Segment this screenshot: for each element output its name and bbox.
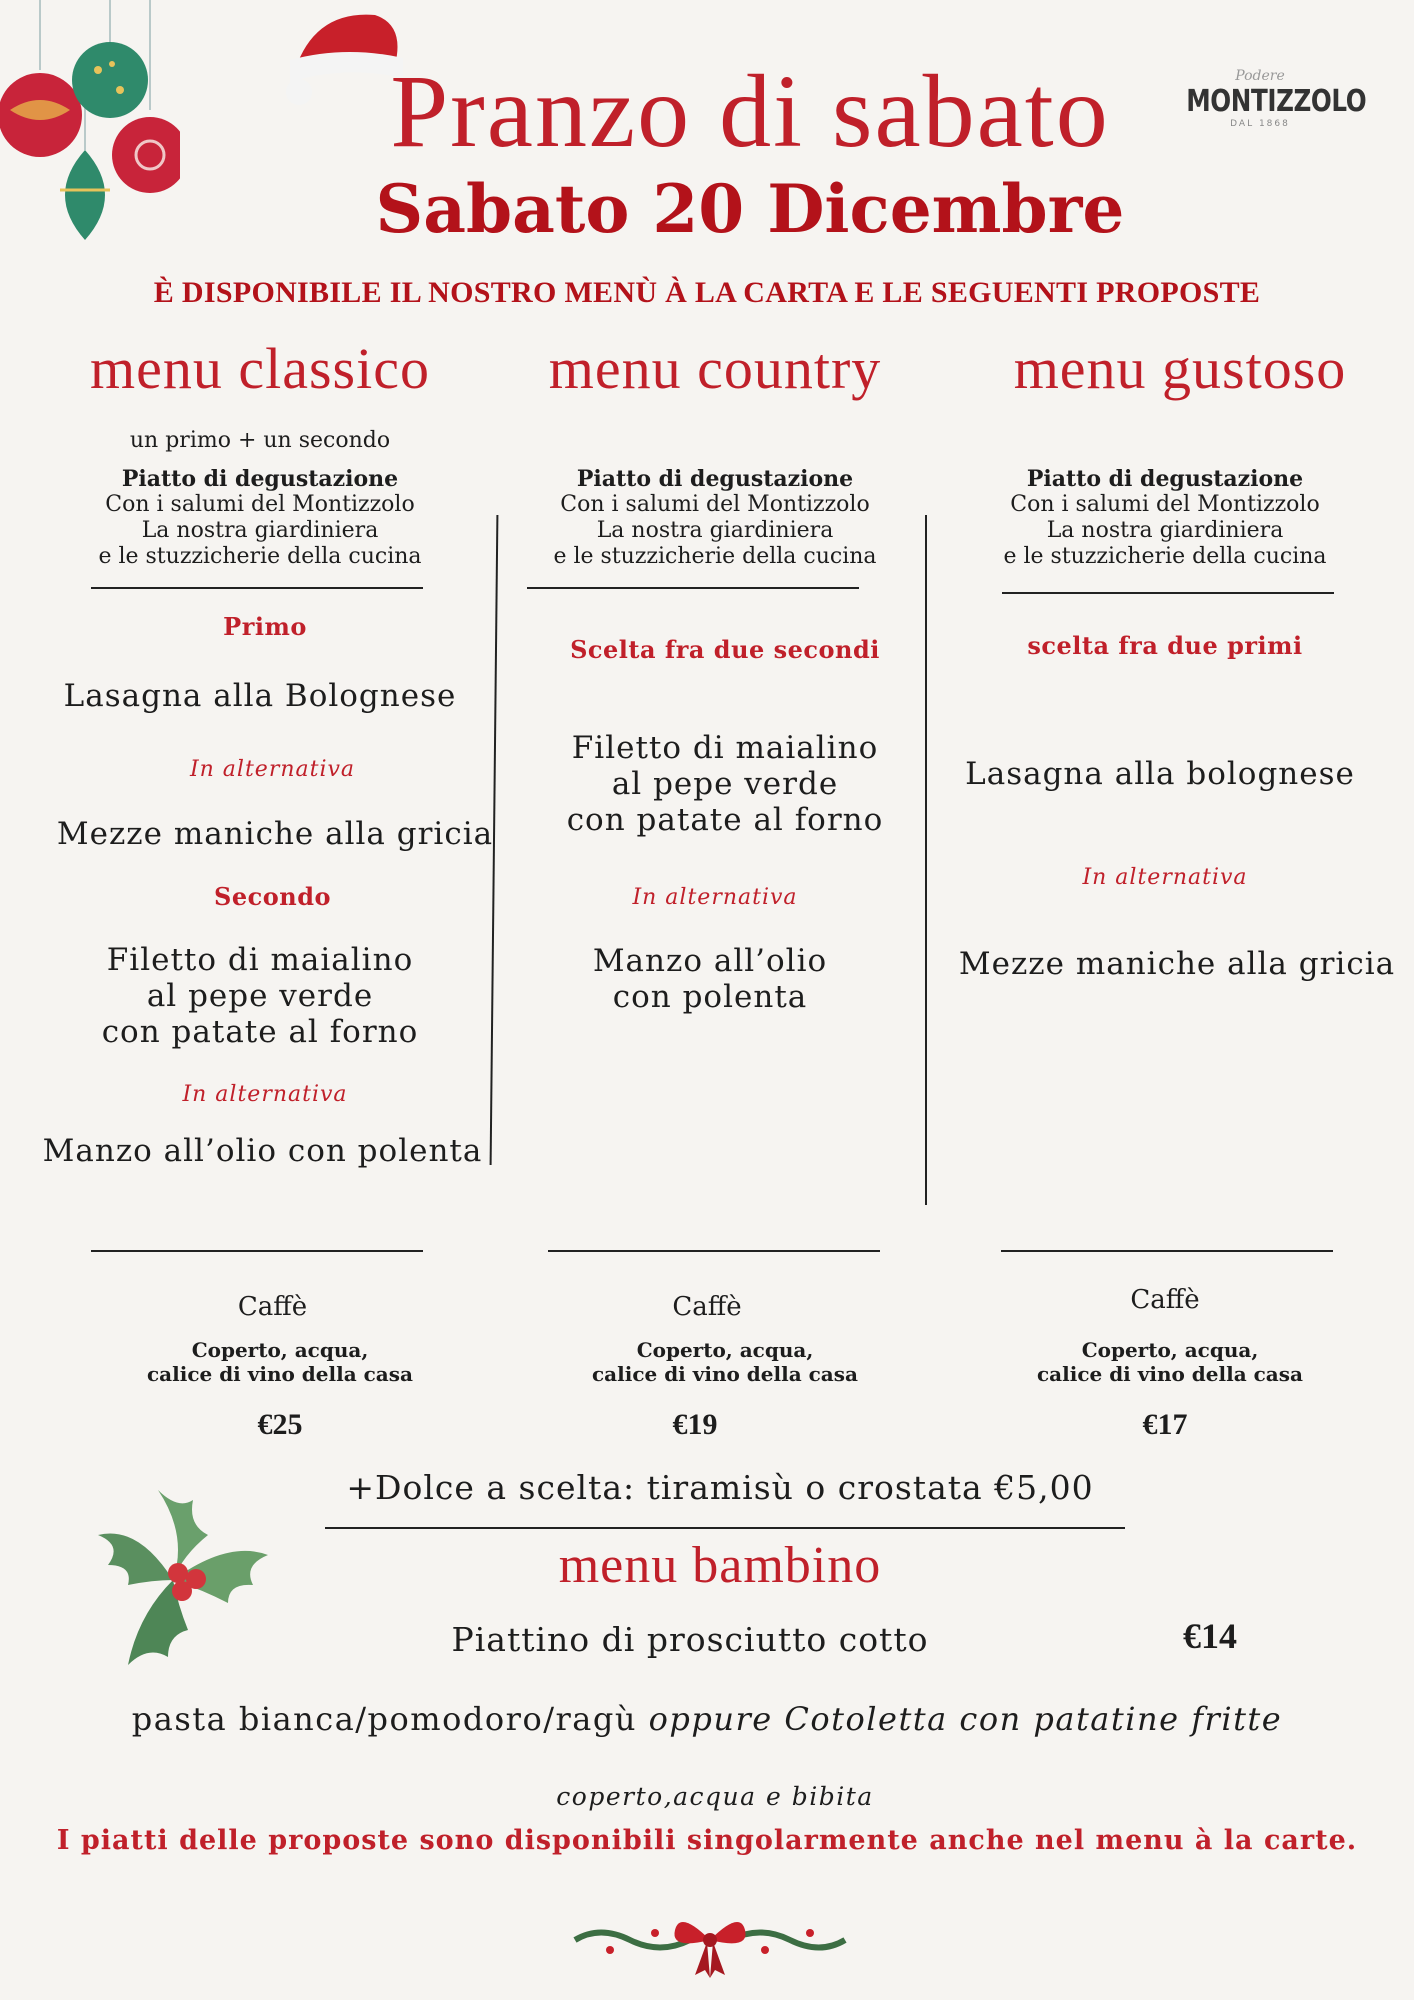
gustoso-caffe: Caffè (1130, 1285, 1200, 1315)
gustoso-section: scelta fra due primi (1027, 631, 1303, 660)
country-caffe: Caffè (672, 1292, 742, 1322)
classico-caffe: Caffè (237, 1292, 308, 1322)
tasting-line: La nostra giardiniera (141, 518, 379, 543)
dish-line: Manzo all’olio (592, 943, 828, 979)
tasting-title: Piatto di degustazione (576, 466, 854, 492)
gustoso-alternative: In alternativa (1082, 865, 1248, 890)
garland-bow-icon (570, 1900, 850, 1980)
country-alternative: In alternativa (632, 885, 798, 910)
coperto-line: calice di vino della casa (1037, 1362, 1303, 1386)
divider (548, 1250, 880, 1252)
bambino-main (0, 1700, 1414, 1738)
classico-alternative: In alternativa (182, 1082, 348, 1107)
coperto-line: calice di vino della casa (592, 1362, 858, 1386)
classico-dish: Lasagna alla Bolognese (63, 678, 457, 714)
gustoso-coperto (930, 1338, 1410, 1386)
gustoso-dish: Lasagna alla bolognese (965, 756, 1355, 792)
classico-price: €25 (257, 1408, 303, 1441)
bambino-main-italic: oppure Cotoletta con patatine fritte (648, 1700, 1283, 1738)
christmas-ornaments-icon (0, 0, 180, 250)
gustoso-dish: Mezze maniche alla gricia (958, 946, 1396, 982)
coperto-line: Coperto, acqua, (636, 1338, 814, 1362)
logo-since: DAL 1868 (1230, 119, 1290, 129)
logo-name: MONTIZZOLO (1186, 84, 1367, 119)
country-dish (475, 730, 975, 838)
dish-line: Filetto di maialino (106, 942, 414, 978)
tasting-line: La nostra giardiniera (1046, 518, 1284, 543)
coperto-line: calice di vino della casa (147, 1362, 413, 1386)
tasting-line: La nostra giardiniera (596, 518, 834, 543)
dessert-offer: +Dolce a scelta: tiramisù o crostata €5,00 (346, 1468, 1094, 1507)
subheading: È DISPONIBILE IL NOSTRO MENÙ À LA CARTA E LE SEGUENTI PROPOSTE (153, 276, 1261, 309)
country-price: €19 (672, 1408, 718, 1441)
coperto-line: Coperto, acqua, (1081, 1338, 1259, 1362)
bambino-main-plain: pasta bianca/pomodoro/ragù (131, 1700, 649, 1738)
tasting-line: e le stuzzicherie della cucina (1003, 544, 1327, 569)
country-dish (460, 943, 960, 1015)
divider (91, 587, 423, 589)
tasting-line: Con i salumi del Montizzolo (105, 492, 415, 517)
classico-tasting (40, 466, 480, 570)
country-coperto (485, 1338, 965, 1386)
menu-country-title: menu country (548, 336, 882, 401)
divider (91, 1250, 423, 1252)
divider (1002, 592, 1334, 594)
gustoso-tasting (945, 466, 1385, 570)
dish-line: con patate al forno (566, 802, 884, 838)
divider (325, 1527, 1125, 1529)
coperto-line: Coperto, acqua, (191, 1338, 369, 1362)
menu-gustoso-title: menu gustoso (1013, 336, 1347, 401)
dish-line: al pepe verde (146, 978, 374, 1014)
classico-coperto (40, 1338, 520, 1386)
page-title: Pranzo di sabato (390, 54, 1110, 169)
event-date: Sabato 20 Dicembre (375, 170, 1125, 248)
classico-dish: Manzo all’olio con polenta (42, 1133, 483, 1169)
dish-line: con patate al forno (101, 1014, 419, 1050)
footer-note: I piatti delle proposte sono disponibili singolarmente anche nel menu à la carte. (56, 1825, 1358, 1856)
country-tasting (495, 466, 935, 570)
bambino-starter: Piattino di prosciutto cotto (451, 1620, 929, 1659)
logo-script: Podere (1235, 68, 1285, 84)
tasting-line: Con i salumi del Montizzolo (1010, 492, 1320, 517)
classico-section-primo: Primo (223, 612, 307, 641)
menu-classico-title: menu classico (90, 336, 430, 401)
dish-line: Filetto di maialino (571, 730, 879, 766)
bambino-price: €14 (1183, 1616, 1237, 1656)
classico-alternative: In alternativa (189, 757, 356, 782)
tasting-title: Piatto di degustazione (1026, 466, 1304, 492)
tasting-title: Piatto di degustazione (121, 466, 399, 492)
classico-dish (10, 942, 510, 1050)
column-divider (925, 515, 927, 1205)
classico-dish: Mezze maniche alla gricia (56, 816, 494, 852)
divider (527, 587, 859, 589)
gustoso-price: €17 (1142, 1408, 1188, 1441)
holly-icon (78, 1485, 278, 1675)
classico-section-secondo: Secondo (214, 882, 331, 911)
dish-line: con polenta (612, 979, 808, 1015)
tasting-line: e le stuzzicherie della cucina (98, 544, 422, 569)
classico-intro: un primo + un secondo (129, 428, 391, 453)
tasting-line: Con i salumi del Montizzolo (560, 492, 870, 517)
divider (1001, 1250, 1333, 1252)
menu-bambino-title: menu bambino (558, 1537, 882, 1594)
dish-line: al pepe verde (611, 766, 839, 802)
country-section: Scelta fra due secondi (570, 635, 880, 664)
tasting-line: e le stuzzicherie della cucina (553, 544, 877, 569)
bambino-extras: coperto,acqua e bibita (556, 1782, 874, 1811)
